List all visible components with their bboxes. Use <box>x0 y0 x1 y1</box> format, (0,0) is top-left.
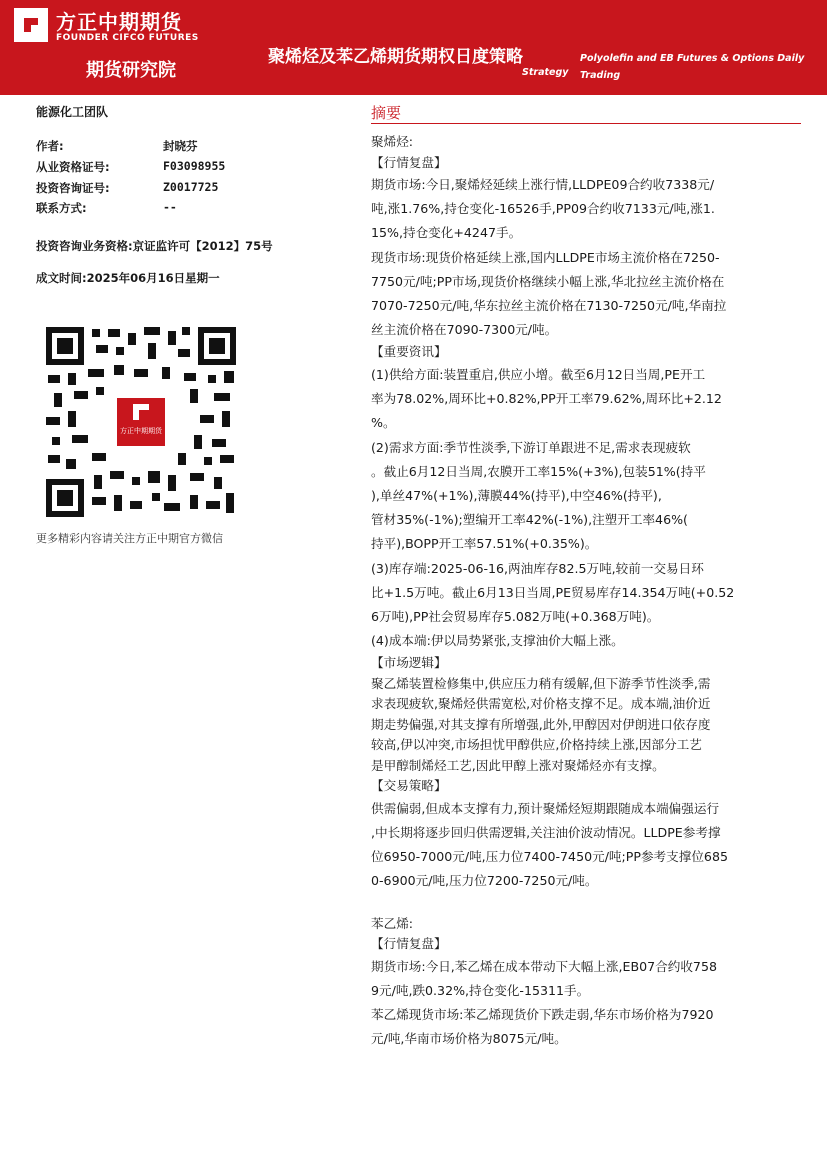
eb-spot-line: 苯乙烯现货市场:苯乙烯现货价下跌走弱,华东市场价格为7920 <box>371 1007 714 1023</box>
investment-cert-label: 投资咨询证号: <box>36 181 110 195</box>
news-inventory-line: 6万吨),PP社会贸易库存5.082万吨(+0.368万吨)。 <box>371 608 660 624</box>
investment-cert-value: Z0017725 <box>163 180 219 194</box>
poly-futures-line: 吨,涨1.76%,持仓变化-16526手,PP09合约收7133元/吨,涨1. <box>371 201 715 217</box>
news-demand-line: 持平),BOPP开工率57.51%(+0.35%)。 <box>371 536 598 552</box>
qualification-value: F03098955 <box>163 159 226 173</box>
summary-body <box>371 132 801 1051</box>
strategy-tag: 【交易策略】 <box>371 778 447 794</box>
qualification-label: 从业资格证号: <box>36 160 110 174</box>
poly-review-tag: 【行情复盘】 <box>371 154 447 170</box>
strategy-line: 0-6900元/吨,压力位7200-7250元/吨。 <box>371 873 598 889</box>
eb-spot-line: 元/吨,华南市场价格为8075元/吨。 <box>371 1031 567 1047</box>
qr-caption: 更多精彩内容请关注方正中期官方微信 <box>36 532 223 545</box>
report-date: 成文时间:2025年06月16日星期一 <box>36 271 220 285</box>
news-cost-line: (4)成本端:伊以局势紧张,支撑油价大幅上涨。 <box>371 633 624 649</box>
report-title: 聚烯烃及苯乙烯期货期权日度策略 <box>268 47 523 67</box>
header-band <box>0 0 827 95</box>
logic-line: 求表现疲软,聚烯烃供需宽松,对价格支撑不足。成本端,油价近 <box>371 696 711 712</box>
author-label: 作者: <box>36 139 64 153</box>
brand-name-en: FOUNDER CIFCO FUTURES <box>56 33 199 43</box>
logic-line: 是甲醇制烯烃工艺,因此甲醇上涨对聚烯烃亦有支撑。 <box>371 757 665 773</box>
logic-line: 聚乙烯装置检修集中,供应压力稍有缓解,但下游季节性淡季,需 <box>371 675 711 691</box>
poly-spot-line: 现货市场:现货价格延续上涨,国内LLDPE市场主流价格在7250- <box>371 249 720 265</box>
strategy-line: ,中长期将逐步回归供需逻辑,关注油价波动情况。LLDPE参考撑 <box>371 825 721 841</box>
news-supply-line: %。 <box>371 415 396 431</box>
report-title-en-line1: Polyolefin and EB Futures & Options Daily Trading <box>580 53 805 81</box>
license-info: 投资咨询业务资格:京证监许可【2012】75号 <box>36 239 273 253</box>
eb-futures-line: 9元/吨,跌0.32%,持仓变化-15311手。 <box>371 982 590 998</box>
department-name: 期货研究院 <box>86 60 176 81</box>
contact-label: 联系方式: <box>36 201 87 215</box>
strategy-line: 位6950-7000元/吨,压力位7400-7450元/吨;PP参考支撑位685 <box>371 849 728 865</box>
news-demand-line: (2)需求方面:季节性淡季,下游订单跟进不足,需求表现疲软 <box>371 439 691 455</box>
news-supply-line: 率为78.02%,周环比+0.82%,PP开工率79.62%,周环比+2.12 <box>371 391 722 407</box>
poly-futures-line: 15%,持仓变化+4247手。 <box>371 225 522 241</box>
polyolefin-heading: 聚烯烃: <box>371 134 414 149</box>
brand-name: 方正中期期货 <box>56 10 182 34</box>
poly-spot-line: 丝主流价格在7090-7300元/吨。 <box>371 322 558 338</box>
poly-spot-line: 7750元/吨;PP市场,现货价格继续小幅上涨,华北拉丝主流价格在 <box>371 273 725 289</box>
report-title-en-line2: Strategy <box>522 67 569 78</box>
qr-logo-text: 方正中期期货 <box>120 427 162 435</box>
news-demand-line: 。截止6月12日当周,农膜开工率15%(+3%),包装51%(持平 <box>371 463 706 479</box>
summary-title: 摘要 <box>371 104 402 122</box>
logic-line: 较高,伊以冲突,市场担忧甲醇供应,价格持续上涨,因部分工艺 <box>371 737 702 753</box>
logic-tag: 【市场逻辑】 <box>371 655 447 671</box>
news-inventory-line: 比+1.5万吨。截止6月13日当周,PE贸易库存14.354万吨(+0.52 <box>371 584 735 600</box>
poly-futures-line: 期货市场:今日,聚烯烃延续上涨行情,LLDPE09合约收7338元/ <box>371 177 715 192</box>
poly-spot-line: 7070-7250元/吨,华东拉丝主流价格在7130-7250元/吨,华南拉 <box>371 298 727 314</box>
company-logo-icon <box>14 8 48 42</box>
team-name: 能源化工团队 <box>36 105 109 119</box>
wechat-qr-code[interactable] <box>44 325 238 519</box>
summary-divider <box>371 123 801 124</box>
news-demand-line: ),单丝47%(+1%),薄膜44%(持平),中空46%(持平), <box>371 487 662 503</box>
eb-review-tag: 【行情复盘】 <box>371 936 447 952</box>
contact-value: -- <box>163 200 177 214</box>
news-supply-line: (1)供给方面:装置重启,供应小增。截至6月12日当周,PE开工 <box>371 366 706 382</box>
strategy-line: 供需偏弱,但成本支撑有力,预计聚烯烃短期跟随成本端偏强运行 <box>371 800 720 816</box>
eb-futures-line: 期货市场:今日,苯乙烯在成本带动下大幅上涨,EB07合约收758 <box>371 958 717 974</box>
author-value: 封晓芬 <box>163 139 198 153</box>
news-inventory-line: (3)库存端:2025-06-16,两油库存82.5万吨,较前一交易日环 <box>371 560 704 576</box>
news-tag: 【重要资讯】 <box>371 344 447 360</box>
styrene-heading: 苯乙烯: <box>371 915 414 931</box>
logic-line: 期走势偏强,对其支撑有所增强,此外,甲醇因对伊朗进口依存度 <box>371 716 711 732</box>
news-demand-line: 管材35%(-1%);塑编开工率42%(-1%),注塑开工率46%( <box>371 512 688 528</box>
